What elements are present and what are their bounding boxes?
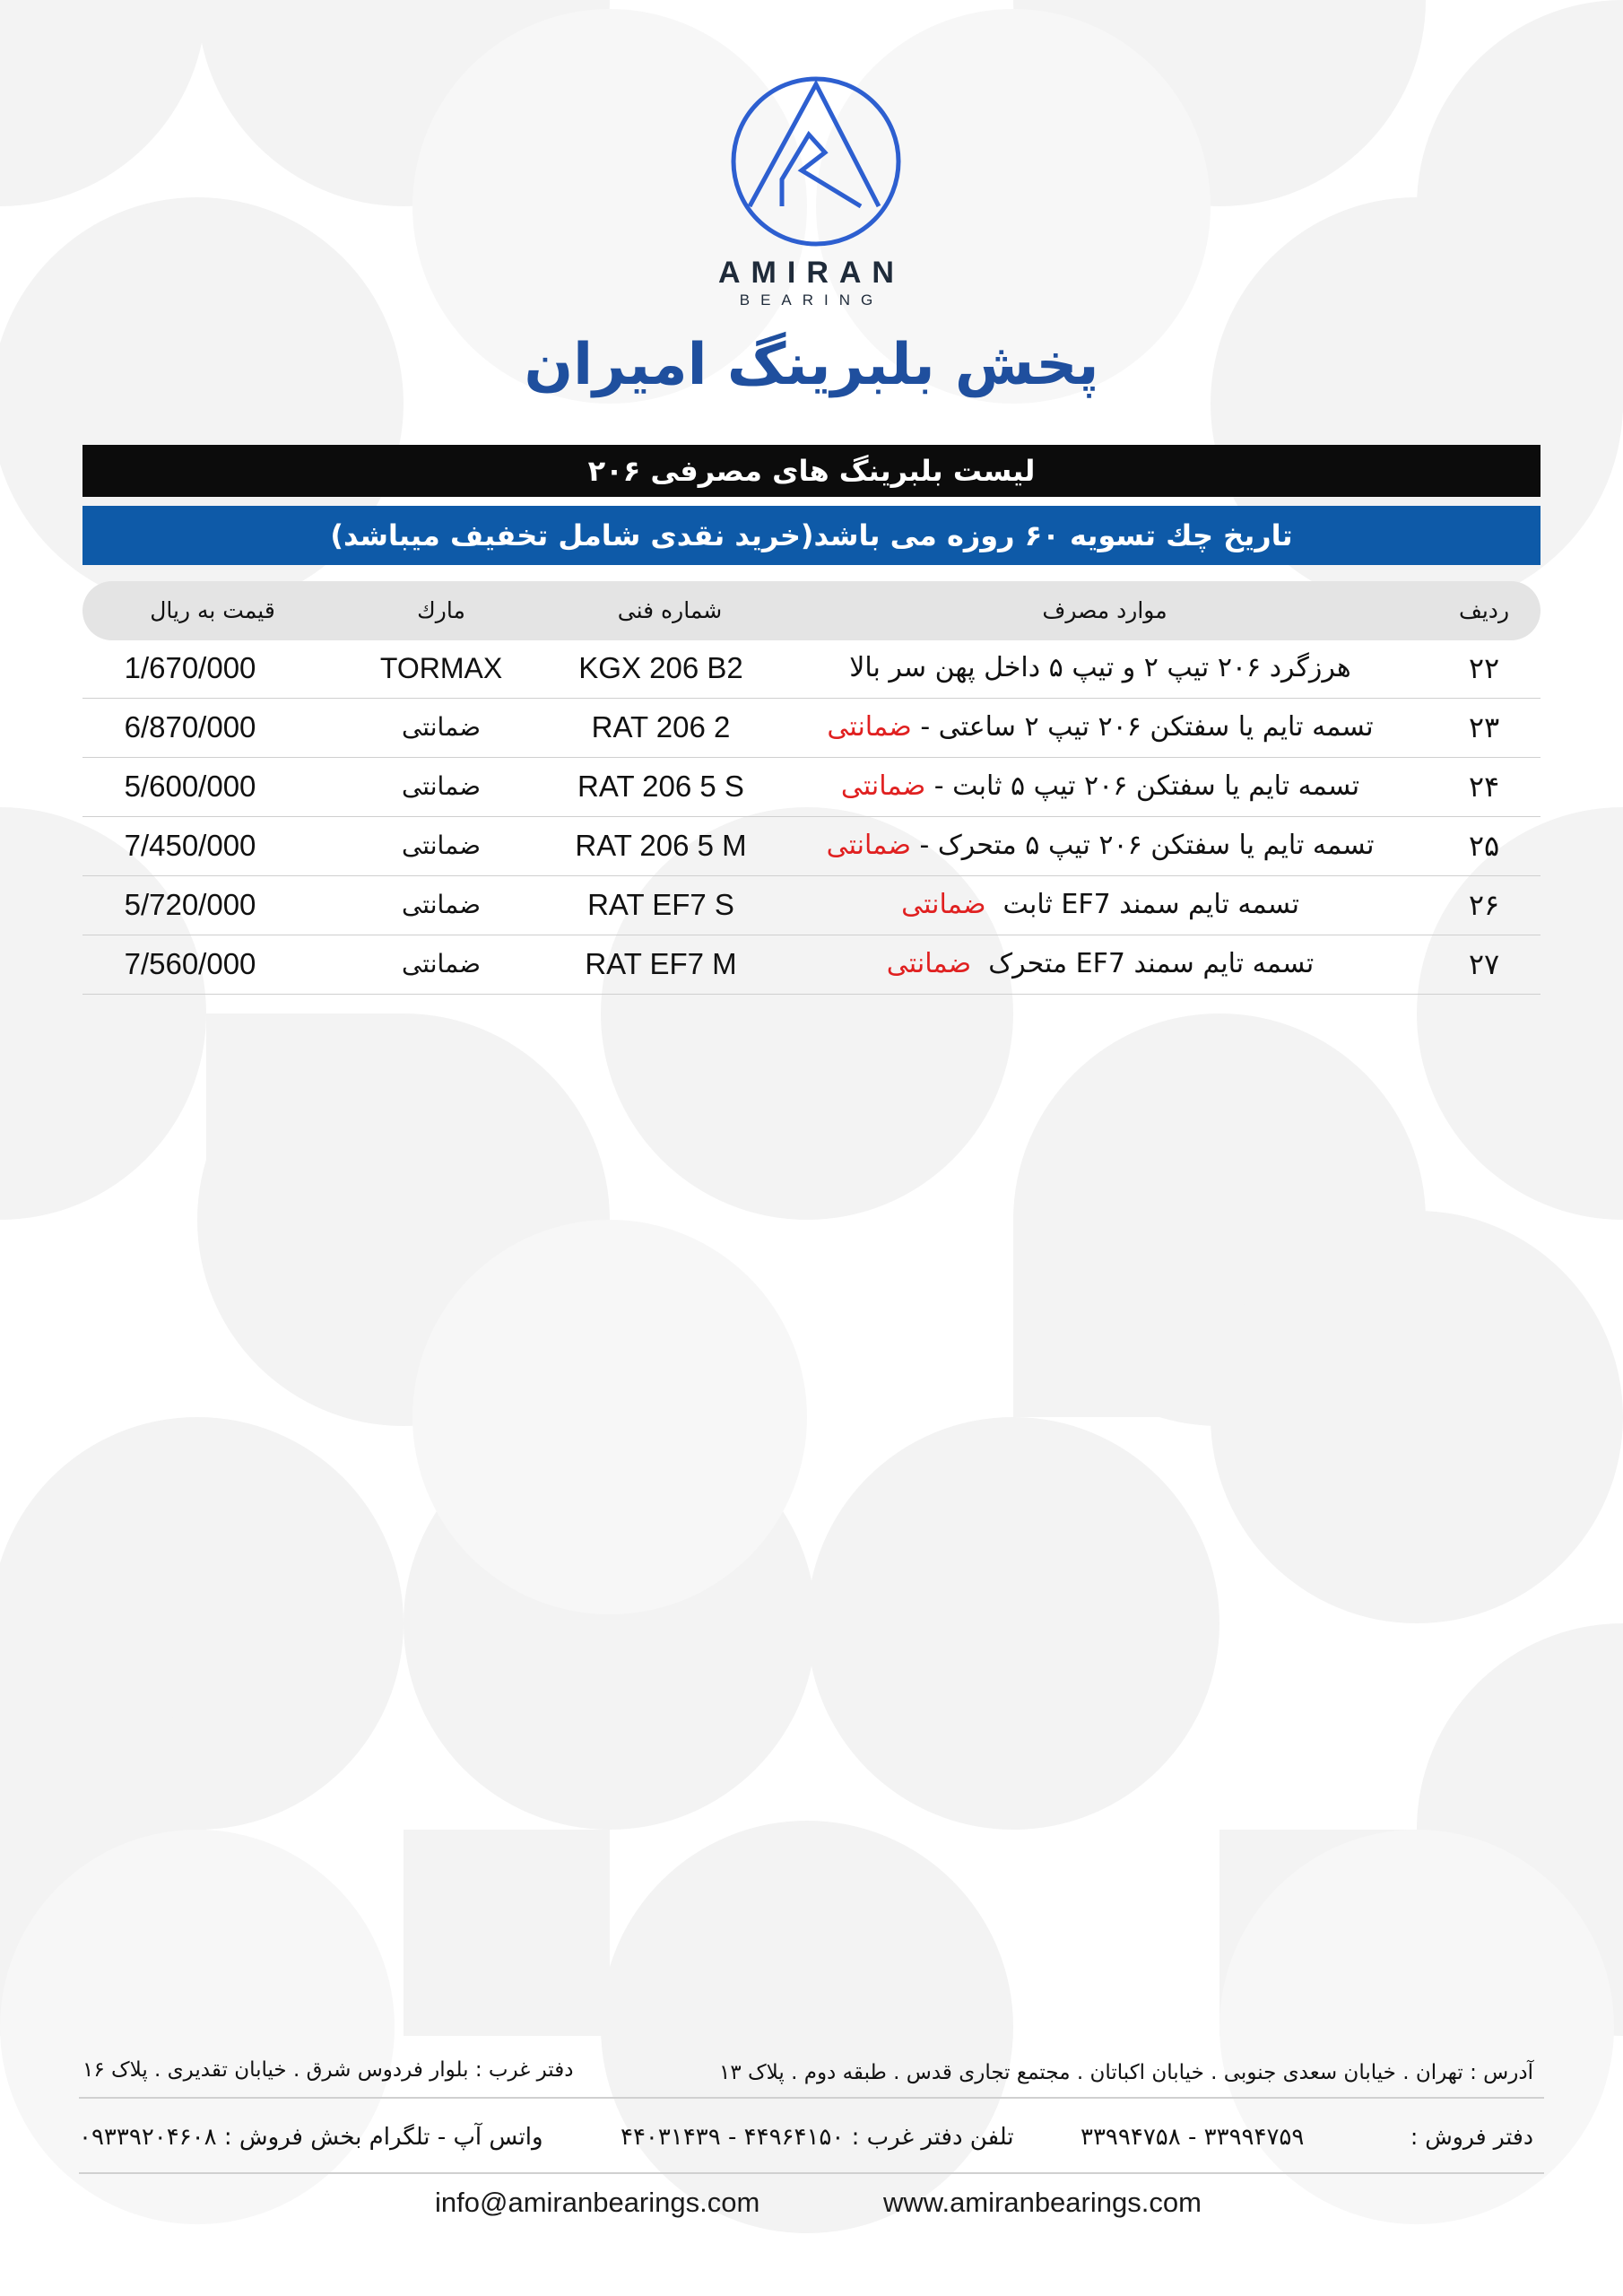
- row-price: 5/720/000: [124, 888, 256, 921]
- row-usage: تسمه تایم یا سفتکن ۲۰۶ تیپ ۲ ساعتی - ضمانتی: [827, 711, 1374, 743]
- table-row: [82, 639, 1541, 699]
- address-main: آدرس : تهران . خیابان سعدی جنوبی . خیابان اکباتان . مجتمع تجاری قدس . طبقه دوم . پلاک ۱۳: [719, 2061, 1533, 2084]
- sales-office-label: دفتر فروش :: [1410, 2124, 1533, 2150]
- email-link[interactable]: info@amiranbearings.com: [435, 2187, 760, 2218]
- payment-note-banner: تاریخ چك تسویه ۶۰ روزه می باشد(خرید نقدی شامل تخفیف میباشد): [82, 506, 1541, 565]
- row-price: 5/600/000: [124, 770, 256, 803]
- row-code: RAT 206 5 M: [575, 829, 747, 862]
- row-number: ۲۵: [1468, 829, 1500, 863]
- warranty-tag: ضمانتی: [827, 711, 912, 743]
- row-price: 6/870/000: [124, 710, 256, 744]
- row-price: 7/560/000: [124, 947, 256, 980]
- row-usage: تسمه تایم سمند EF7 ثابت ضمانتی: [901, 889, 1299, 920]
- row-number: ۲۲: [1468, 651, 1500, 685]
- warranty-tag: ضمانتی: [826, 830, 911, 861]
- warranty-tag: ضمانتی: [901, 889, 986, 920]
- footer-divider: [79, 2172, 1544, 2174]
- col-code-header: شماره فنی: [617, 597, 723, 623]
- warranty-tag: ضمانتی: [840, 770, 926, 802]
- row-number: ۲۶: [1468, 888, 1500, 922]
- brand-subtitle: BEARING: [739, 291, 884, 309]
- sales-phones: ۳۳۹۹۴۷۵۹ - ۳۳۹۹۴۷۵۸: [1081, 2124, 1305, 2151]
- row-code: RAT EF7 M: [585, 947, 737, 980]
- row-brand: TORMAX: [379, 652, 503, 684]
- row-usage: تسمه تایم یا سفتکن ۲۰۶ تیپ ۵ متحرک - ضمانتی: [826, 830, 1375, 861]
- address-west: دفتر غرب : بلوار فردوس شرق . خیابان تقدیری . پلاک ۱۶: [82, 2058, 574, 2082]
- row-number: ۲۳: [1468, 710, 1500, 744]
- west-office-phones: تلفن دفتر غرب : ۴۴۹۶۴۱۵۰ - ۴۴۰۳۱۴۳۹: [621, 2124, 1014, 2151]
- footer-divider: [79, 2097, 1544, 2099]
- col-usage-header: موارد مصرف: [1042, 597, 1167, 623]
- table-header: [82, 581, 1541, 640]
- row-brand: ضمانتی: [401, 712, 482, 742]
- company-title: پخش بلبرینگ امیران: [524, 332, 1099, 398]
- brand-name: AMIRAN: [718, 256, 905, 290]
- row-usage: هرزگرد ۲۰۶ تیپ ۲ و تیپ ۵ داخل پهن سر بالا: [849, 652, 1351, 683]
- table-row: [82, 816, 1541, 876]
- row-price: 7/450/000: [124, 829, 256, 862]
- row-price: 1/670/000: [124, 651, 256, 684]
- row-number: ۲۷: [1468, 947, 1500, 981]
- row-code: KGX 206 B2: [578, 651, 743, 684]
- row-number: ۲۴: [1468, 770, 1500, 804]
- whatsapp-telegram: واتس آپ - تلگرام بخش فروش : ۰۹۳۳۹۲۰۴۶۰۸: [79, 2124, 543, 2151]
- list-title-banner: لیست بلبرینگ های مصرفی ۲۰۶: [82, 445, 1541, 497]
- col-row-header: ردیف: [1458, 597, 1510, 623]
- row-usage: تسمه تایم یا سفتکن ۲۰۶ تیپ ۵ ثابت - ضمانتی: [840, 770, 1360, 802]
- warranty-tag: ضمانتی: [886, 948, 972, 979]
- row-brand: ضمانتی: [401, 831, 482, 860]
- table-row: [82, 875, 1541, 935]
- table-row: [82, 757, 1541, 817]
- row-brand: ضمانتی: [401, 949, 482, 978]
- amiran-logo-icon: [726, 72, 906, 251]
- row-brand: ضمانتی: [401, 771, 482, 801]
- row-code: RAT 206 5 S: [577, 770, 744, 803]
- row-brand: ضمانتی: [401, 890, 482, 919]
- row-usage: تسمه تایم سمند EF7 متحرک ضمانتی: [886, 948, 1315, 979]
- col-brand-header: مارك: [417, 597, 465, 623]
- table-row: [82, 698, 1541, 758]
- website-link[interactable]: www.amiranbearings.com: [883, 2187, 1202, 2218]
- row-code: RAT EF7 S: [587, 888, 734, 921]
- row-code: RAT 206 2: [591, 710, 731, 744]
- col-price-header: قیمت به ریال: [150, 597, 275, 623]
- table-row: [82, 935, 1541, 995]
